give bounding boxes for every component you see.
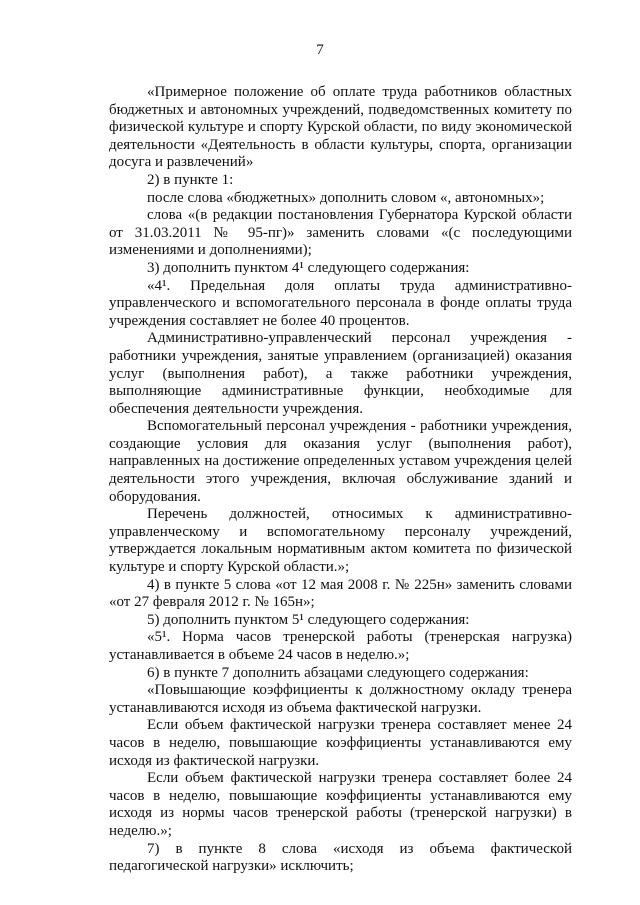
paragraph: после слова «бюджетных» дополнить словом «, автономных»; xyxy=(147,189,545,206)
page-number: 7 xyxy=(316,42,324,58)
paragraph: 6) в пункте 7 дополнить абзацами следующего содержания: xyxy=(147,664,529,681)
document-body xyxy=(109,84,572,876)
paragraph: «Повышающие коэффициенты к должностному окладу тренера устанавливаются исходя из объема фактической нагрузки. xyxy=(109,682,572,716)
paragraph: «5¹. Норма часов тренерской работы (тренерская нагрузка) устанавливается в объеме 24 часов в неделю.»; xyxy=(109,629,572,663)
paragraph: 5) дополнить пунктом 5¹ следующего содержания: xyxy=(147,611,470,628)
paragraph: 3) дополнить пунктом 4¹ следующего содержания: xyxy=(147,259,470,276)
paragraph: 4) в пункте 5 слова «от 12 мая 2008 г. № 225н» заменить словами «от 27 февраля 2012 г. № 165н»; xyxy=(109,576,572,611)
paragraph: Вспомогательный персонал учреждения - работники учреждения, создающие условия для оказания услуг (выполнения работ), направленных на достижение определенных уставом учреждения целей деятельности этого учреждения, включая обслуживание зданий и оборудования. xyxy=(109,418,572,505)
paragraph: 7) в пункте 8 слова «исходя из объема фактической педагогической нагрузки» исключить; xyxy=(109,840,572,875)
paragraph: «Примерное положение об оплате труда работников областных бюджетных и автономных учреждений, подведомственных комитету по физической культуре и спорту Курской области, по виду экономической деятельности «Деятельность в области культуры, спорта, организации досуга и развлечений» xyxy=(109,84,572,171)
paragraph: Если объем фактической нагрузки тренера составляет менее 24 часов в неделю, повышающие коэффициенты устанавливаются ему исходя из фактической нагрузки. xyxy=(109,717,572,769)
paragraph: слова «(в редакции постановления Губернатора Курской области от 31.03.2011 № 95-пг)» заменить словами «(с последующими изменениями и дополнениями); xyxy=(109,207,572,259)
paragraph: 2) в пункте 1: xyxy=(147,171,234,188)
paragraph: Административно-управленческий персонал учреждения - работники учреждения, занятые управлением (организацией) оказания услуг (выполнения работ), а также работники учреждения, выполняющие административные функции, необходимые для обеспечения деятельности учреждения. xyxy=(109,330,572,417)
paragraph: «4¹. Предельная доля оплаты труда административно-управленческого и вспомогательного персонала в фонде оплаты труда учреждения составляет не более 40 процентов. xyxy=(109,277,572,329)
paragraph: Если объем фактической нагрузки тренера составляет более 24 часов в неделю, повышающие коэффициенты устанавливаются ему исходя из нормы часов тренерской работы (тренерской нагрузки) в неделю.»; xyxy=(109,770,572,839)
paragraph: Перечень должностей, относимых к административно-управленческому и вспомогательному персоналу учреждений, утверждается локальным нормативным актом комитета по физической культуре и спорту Курской области.»; xyxy=(109,506,572,576)
